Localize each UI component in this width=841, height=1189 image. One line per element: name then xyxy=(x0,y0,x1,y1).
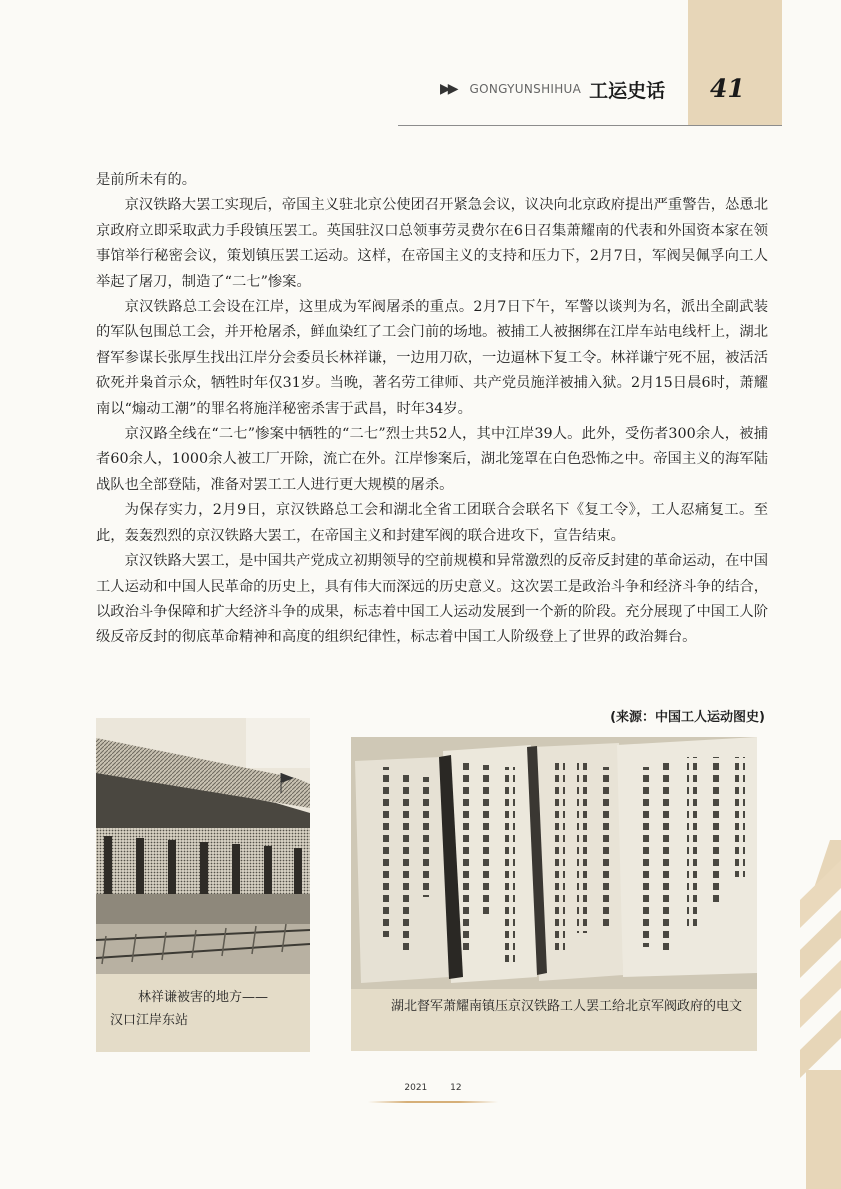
page-footer xyxy=(368,1083,498,1103)
footer-issue: 12 xyxy=(450,1083,462,1093)
source-note: (来源：中国工人运动图史) xyxy=(610,710,765,725)
series-title-cn: 工运史话 xyxy=(589,79,666,102)
footer-year: 2021 xyxy=(404,1083,428,1093)
paragraph: 京汉路全线在“二七”惨案中牺牲的“二七”烈士共52人，其中江岸39人。此外，受伤者300余人，被捕者60余人，1000余人被工厂开除，流亡在外。江岸惨案后，湖北笼罩在白色恐怖之中。帝国主义的海军陆战队也全部登陆，准备对罢工工人进行更大规模的屠杀。 xyxy=(96,426,768,493)
paragraph: 京汉铁路总工会设在江岸，这里成为军阀屠杀的重点。2月7日下午，军警以谈判为名，派出全副武装的军队包围总工会，并开枪屠杀，鲜血染红了工会门前的场地。被捕工人被捆绑在江岸车站电线杆上，湖北督军参谋长张厚生找出江岸分会委员长林祥谦，一边用刀砍，一边逼林下复工令。林祥谦宁死不屈，被活活砍死并枭首示众，牺牲时年仅31岁。当晚，著名劳工律师、共产党员施洋被捕入狱。2月15日晨6时，萧耀南以“煽动工潮”的罪名将施洋秘密杀害于武昌，时年34岁。 xyxy=(96,299,768,417)
double-arrow-icon: ▶▶ xyxy=(440,81,456,97)
figure-telegram-document xyxy=(351,737,757,1051)
figure-caption-left xyxy=(96,974,310,1052)
caption-line: 汉口江岸东站 xyxy=(110,1013,189,1028)
station-photo xyxy=(96,718,310,978)
paragraph: 京汉铁路大罢工实现后，帝国主义驻北京公使团召开紧急会议，议决向北京政府提出严重警告，怂恿北京政府立即采取武力手段镇压罢工。英国驻汉口总领事劳灵费尔在6日召集萧耀南的代表和外国资本家在领事馆举行秘密会议，策划镇压罢工运动。这样，在帝国主义的支持和压力下，2月7日，军阀吴佩孚向工人举起了屠刀，制造了“二七”惨案。 xyxy=(96,197,768,290)
footer-rule xyxy=(368,1101,498,1103)
article-body xyxy=(96,168,768,651)
paragraph: 京汉铁路大罢工，是中国共产党成立初期领导的空前规模和异常激烈的反帝反封建的革命运动，在中国工人运动和中国人民革命的历史上，具有伟大而深远的历史意义。这次罢工是政治斗争和经济斗争的结合，以政治斗争保障和扩大经济斗争的成果，标志着中国工人运动发展到一个新的阶段。充分展现了中国工人阶级反帝反封的彻底革命精神和高度的组织纪律性，标志着中国工人阶级登上了世界的政治舞台。 xyxy=(96,553,768,646)
paragraph: 为保存实力，2月9日，京汉铁路总工会和湖北全省工团联合会联名下《复工令》，工人忍痛复工。至此，轰轰烈烈的京汉铁路大罢工，在帝国主义和封建军阀的联合进攻下，宣告结束。 xyxy=(96,502,768,544)
telegram-photo xyxy=(351,737,757,989)
decorative-stripes xyxy=(800,840,841,1189)
figure-caption-right: 湖北督军萧耀南镇压京汉铁路工人罢工给北京军阀政府的电文 xyxy=(351,989,757,1051)
series-title-en: GONGYUNSHIHUA xyxy=(469,82,582,96)
figure-station-photo xyxy=(96,718,310,1052)
caption-line: 林祥谦被害的地方—— xyxy=(138,990,269,1005)
paragraph: 是前所未有的。 xyxy=(96,172,197,188)
page-number: 41 xyxy=(710,74,745,103)
page-tab xyxy=(688,0,782,126)
running-header xyxy=(440,78,665,100)
header-rule xyxy=(398,125,782,126)
